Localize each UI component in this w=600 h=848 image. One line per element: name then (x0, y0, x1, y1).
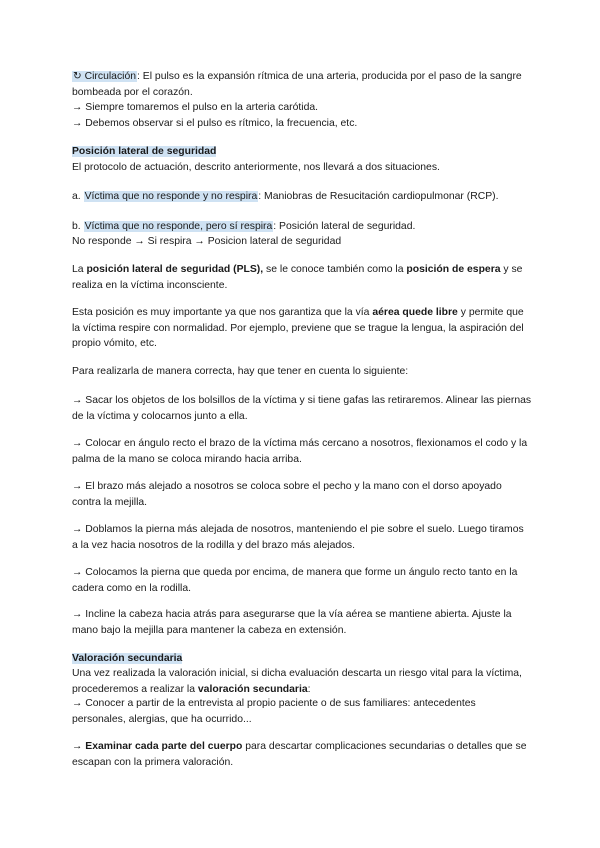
circulacion-label: ↻ Circulación (73, 71, 137, 82)
refresh-icon: ↻ (73, 71, 82, 82)
circulacion-paragraph: ↻ Circulación: El pulso es la expansión rítmica de una arteria, producida por el paso de la sangre bombeada por el corazón. (72, 71, 522, 98)
step-2: → Colocar en ángulo recto el brazo de la víctima más cercano a nosotros, flexionamos el codo y la palma de la mano se coloca mirando hacia arriba. (72, 438, 528, 465)
pls-heading: Posición lateral de seguridad (72, 146, 217, 157)
step-4: → Doblamos la pierna más alejada de nosotros, manteniendo el pie sobre el suelo. Luego tiramos a la vez hacia nosotros de la rodilla y del brazo más alejados. (72, 524, 524, 551)
case-b: b. Víctima que no responde, pero sí respira: Posición lateral de seguridad. (72, 221, 416, 232)
flow-line: No responde → Si respira → Posicion lateral de seguridad (72, 236, 342, 247)
pls-importance: Esta posición es muy importante ya que nos garantiza que la vía aérea quede libre y permite que la víctima respire con normalidad. Por ejemplo, previene que se trague la lengua, la aspiración del propio vómito, etc. (72, 307, 524, 349)
pls-intro: El protocolo de actuación, descrito anteriormente, nos llevará a dos situaciones. (72, 162, 440, 173)
vs-bullet-1: → Conocer a partir de la entrevista al propio paciente o de sus familiares: antecedentes personales, alergias, que ha ocurrido... (72, 698, 476, 725)
vs-bullet-2: → Examinar cada parte del cuerpo para descartar complicaciones secundarias o detalles que se escapan con la primera valoración. (72, 741, 527, 768)
vs-heading: Valoración secundaria (72, 653, 183, 664)
step-3: → El brazo más alejado a nosotros se coloca sobre el pecho y la mano con el dorso apoyado contra la mejilla. (72, 481, 502, 508)
step-5: → Colocamos la pierna que queda por encima, de manera que forme un ángulo recto tanto en la cadera como en la rodilla. (72, 567, 518, 594)
step-1: → Sacar los objetos de los bolsillos de la víctima y si tiene gafas las retiraremos. Alinear las piernas de la víctima y colocarnos junto a ella. (72, 395, 532, 422)
vs-intro: Una vez realizada la valoración inicial, si dicha evaluación descarta un riesgo vital para la víctima, procederemos a realizar la valoración secundaria: (72, 668, 522, 695)
pls-definition: La posición lateral de seguridad (PLS), se le conoce también como la posición de espera y se realiza en la víctima inconsciente. (72, 264, 523, 291)
how-intro: Para realizarla de manera correcta, hay que tener en cuenta lo siguiente: (72, 366, 409, 377)
circulacion-bullet-2: → Debemos observar si el pulso es rítmico, la frecuencia, etc. (72, 118, 358, 129)
case-a: a. Víctima que no responde y no respira: Maniobras de Resucitación cardiopulmonar (RCP). (72, 191, 499, 202)
circulacion-bullet-1: → Siempre tomaremos el pulso en la arteria carótida. (72, 102, 319, 113)
step-6: → Incline la cabeza hacia atrás para asegurarse que la vía aérea se mantiene abierta. Ajuste la mano bajo la mejilla para mantener la cabeza en extensión. (72, 609, 512, 636)
